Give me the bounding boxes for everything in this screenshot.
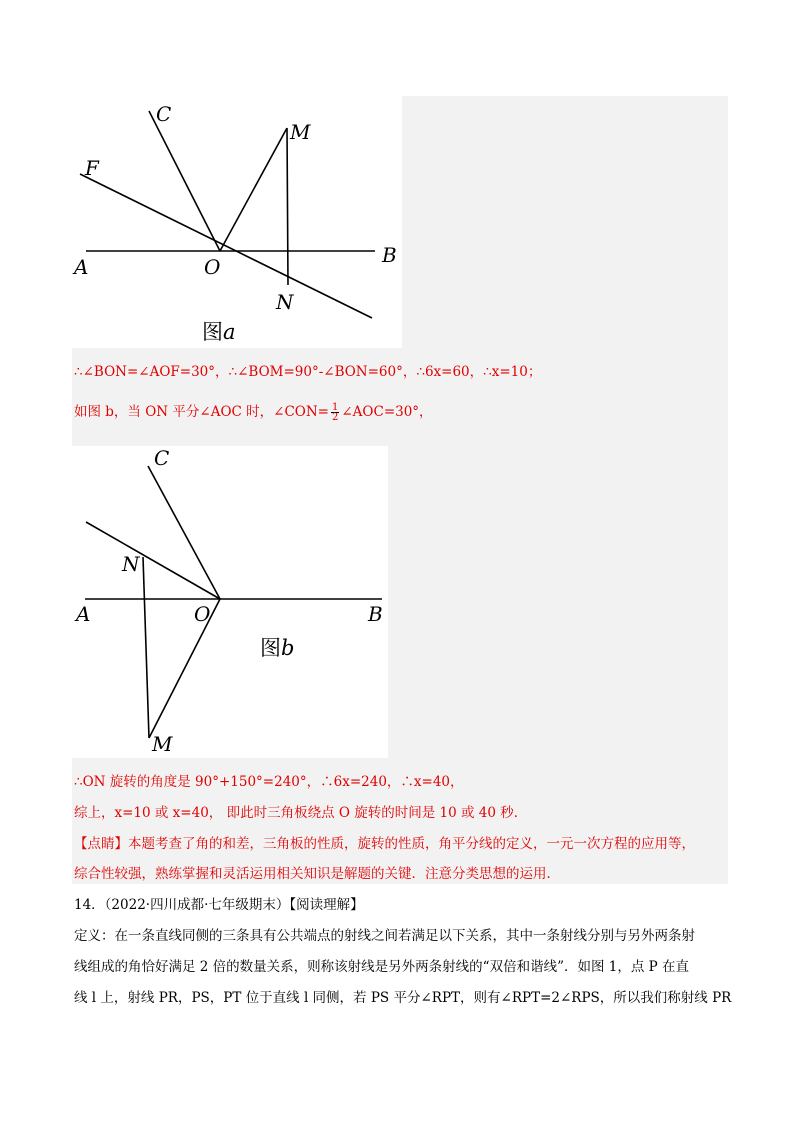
label-M: M bbox=[152, 732, 173, 756]
fraction-half: $\frac{1}{2}$ bbox=[331, 402, 339, 423]
figure-a-drawing bbox=[72, 96, 402, 348]
solution-line-4: 综上，x=10 或 x=40， 即此时三角板绕点 O 旋转的时间是 10 或 40 秒． bbox=[74, 805, 528, 821]
figure-b-drawing bbox=[72, 446, 388, 758]
label-F: F bbox=[85, 156, 99, 180]
figure-a-caption: 图a bbox=[202, 320, 236, 344]
problem-text-1: 定义：在一条直线同侧的三条具有公共端点的射线之间若满足以下关系，其中一条射线分别与另外两条射 bbox=[74, 928, 695, 944]
problem-header: 14．（2022·四川成都·七年级期末）【阅读理解】 bbox=[74, 897, 364, 913]
label-B: B bbox=[368, 602, 383, 626]
figure-b-caption: 图b bbox=[260, 636, 295, 660]
line-FN bbox=[80, 174, 372, 318]
label-O: O bbox=[204, 255, 221, 279]
label-M: M bbox=[290, 120, 311, 144]
problem-text-2: 线组成的角恰好满足 2 倍的数量关系，则称该射线是另外两条射线的“双倍和谐线”．如图 1，点 P 在直 bbox=[74, 959, 690, 975]
label-C: C bbox=[156, 102, 172, 126]
label-A: A bbox=[74, 255, 89, 279]
segment-OM bbox=[220, 128, 287, 251]
figure-a bbox=[72, 96, 402, 348]
comment-line-1: 【点睛】本题考查了角的和差，三角板的性质，旋转的性质，角平分线的定义，一元一次方程的应用等， bbox=[74, 836, 695, 852]
label-B: B bbox=[382, 243, 397, 267]
solution-line-1: ∴∠BON=∠AOF=30°，∴∠BOM=90°-∠BON=60°，∴6x=60，∴x=10； bbox=[74, 364, 542, 380]
label-A: A bbox=[76, 602, 91, 626]
comment-line-2: 综合性较强，熟练掌握和灵活运用相关知识是解题的关键．注意分类思想的运用． bbox=[74, 866, 560, 882]
figure-b bbox=[72, 446, 388, 758]
segment-MN bbox=[287, 128, 288, 285]
ray-OC bbox=[149, 111, 220, 251]
label-N: N bbox=[122, 552, 140, 576]
problem-text-3: 线 l 上，射线 PR，PS，PT 位于直线 l 同侧，若 PS 平分∠RPT，则有∠RPT=2∠RPS，所以我们称射线 PR bbox=[74, 990, 732, 1006]
label-C: C bbox=[154, 446, 170, 470]
solution-line-2: 如图 b，当 ON 平分∠AOC 时，∠CON= $\frac{1}{2}$ ∠AOC=30°， bbox=[74, 402, 433, 423]
segment-NM bbox=[143, 557, 149, 738]
label-N: N bbox=[276, 290, 294, 314]
label-O: O bbox=[194, 602, 211, 626]
solution-line-3: ∴ON 旋转的角度是 90°+150°=240°，∴6x=240，∴x=40， bbox=[74, 774, 464, 790]
